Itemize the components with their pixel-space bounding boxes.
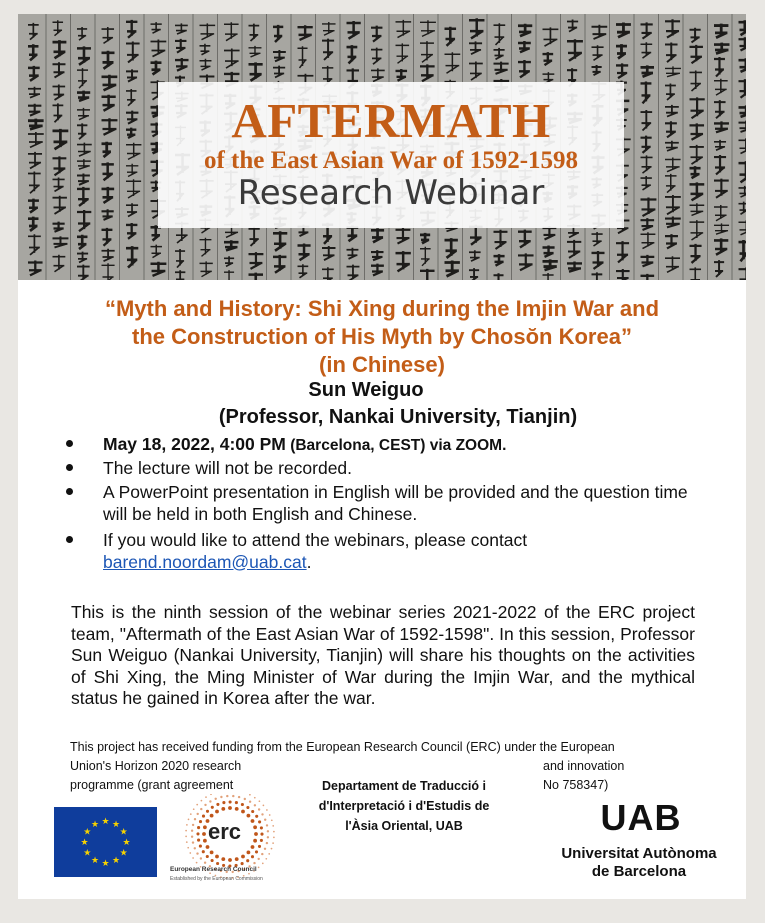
banner-subtitle: of the East Asian War of 1592-1598 (203, 147, 579, 174)
talk-title-line1: “Myth and History: Shi Xing during the Imjin War and (104, 296, 660, 321)
erc-logo-text: erc (208, 819, 242, 844)
svg-text:★: ★ (122, 837, 131, 847)
banner-title-box (158, 82, 624, 228)
uab-logo: UAB (600, 797, 682, 838)
banner-series: Research Webinar (237, 173, 545, 213)
eu-flag-icon (54, 807, 157, 877)
svg-text:★: ★ (83, 826, 92, 837)
bullet-icon (66, 464, 73, 471)
erc-caption: European Research Council (170, 866, 257, 873)
svg-text:★: ★ (90, 818, 100, 829)
bullet-icon (66, 536, 73, 543)
svg-text:★: ★ (83, 847, 92, 858)
erc-subcaption: Established by the European Commission (170, 876, 263, 882)
recording-note: The lecture will not be recorded. (103, 458, 353, 478)
funding-line1: This project has received funding from the European Research Council (ERC) under the European (70, 740, 615, 754)
speaker-affiliation: (Professor, Nankai University, Tianjin) (218, 406, 578, 428)
svg-text:★: ★ (119, 847, 128, 858)
email-tail: . (306, 551, 312, 572)
funding-line3b: No 758347) (543, 778, 609, 792)
flyer-page (18, 14, 746, 899)
banner-title: AFTERMATH (231, 93, 551, 148)
manuscript-banner (18, 14, 746, 280)
svg-text:★: ★ (101, 858, 110, 868)
bullet-icon (66, 440, 73, 447)
email-link[interactable]: barend.noordam@uab.cat (103, 551, 307, 572)
svg-text:★: ★ (111, 818, 121, 829)
ppt-note: A PowerPoint presentation in English will be provided and the question time will be held in both English and Chinese. (103, 482, 688, 524)
department-name: Departament de Traducció i d'Interpretació i d'Estudis de l'Àsia Oriental, UAB (318, 779, 490, 833)
funding-line2a: Union's Horizon 2020 research (70, 759, 242, 773)
funding-line2b: and innovation (543, 759, 625, 773)
svg-text:★: ★ (119, 826, 128, 837)
event-location: (Barcelona, CEST) via ZOOM. (285, 437, 507, 454)
speaker-name: Sun Weiguo (308, 379, 424, 401)
svg-text:★: ★ (80, 837, 89, 847)
bullet-icon (66, 488, 73, 495)
svg-text:★: ★ (101, 816, 110, 826)
talk-title-line3: (in Chinese) (319, 352, 445, 377)
event-date: May 18, 2022, 4:00 PM (103, 434, 286, 454)
svg-text:★: ★ (90, 855, 100, 866)
funding-line3a: programme (grant agreement (70, 778, 234, 792)
uab-name: Universitat Autònoma de Barcelona (561, 845, 717, 880)
contact-note: If you would like to attend the webinars, please contact (103, 530, 528, 550)
svg-text:★: ★ (111, 855, 121, 866)
description-paragraph: This is the ninth session of the webinar series 2021-2022 of the ERC project team, "Aftermath of the East Asian War of 1592-1598". In this session, Professor Sun Weiguo (Nankai University, Tianjin) will share his thoughts on the activities of Shi Xing, the Ming Minister of War during the Imjin War, and the mythical status he gained in Korea after the war. (71, 602, 695, 708)
talk-title-line2: the Construction of His Myth by Chosŏn Korea” (132, 324, 632, 349)
